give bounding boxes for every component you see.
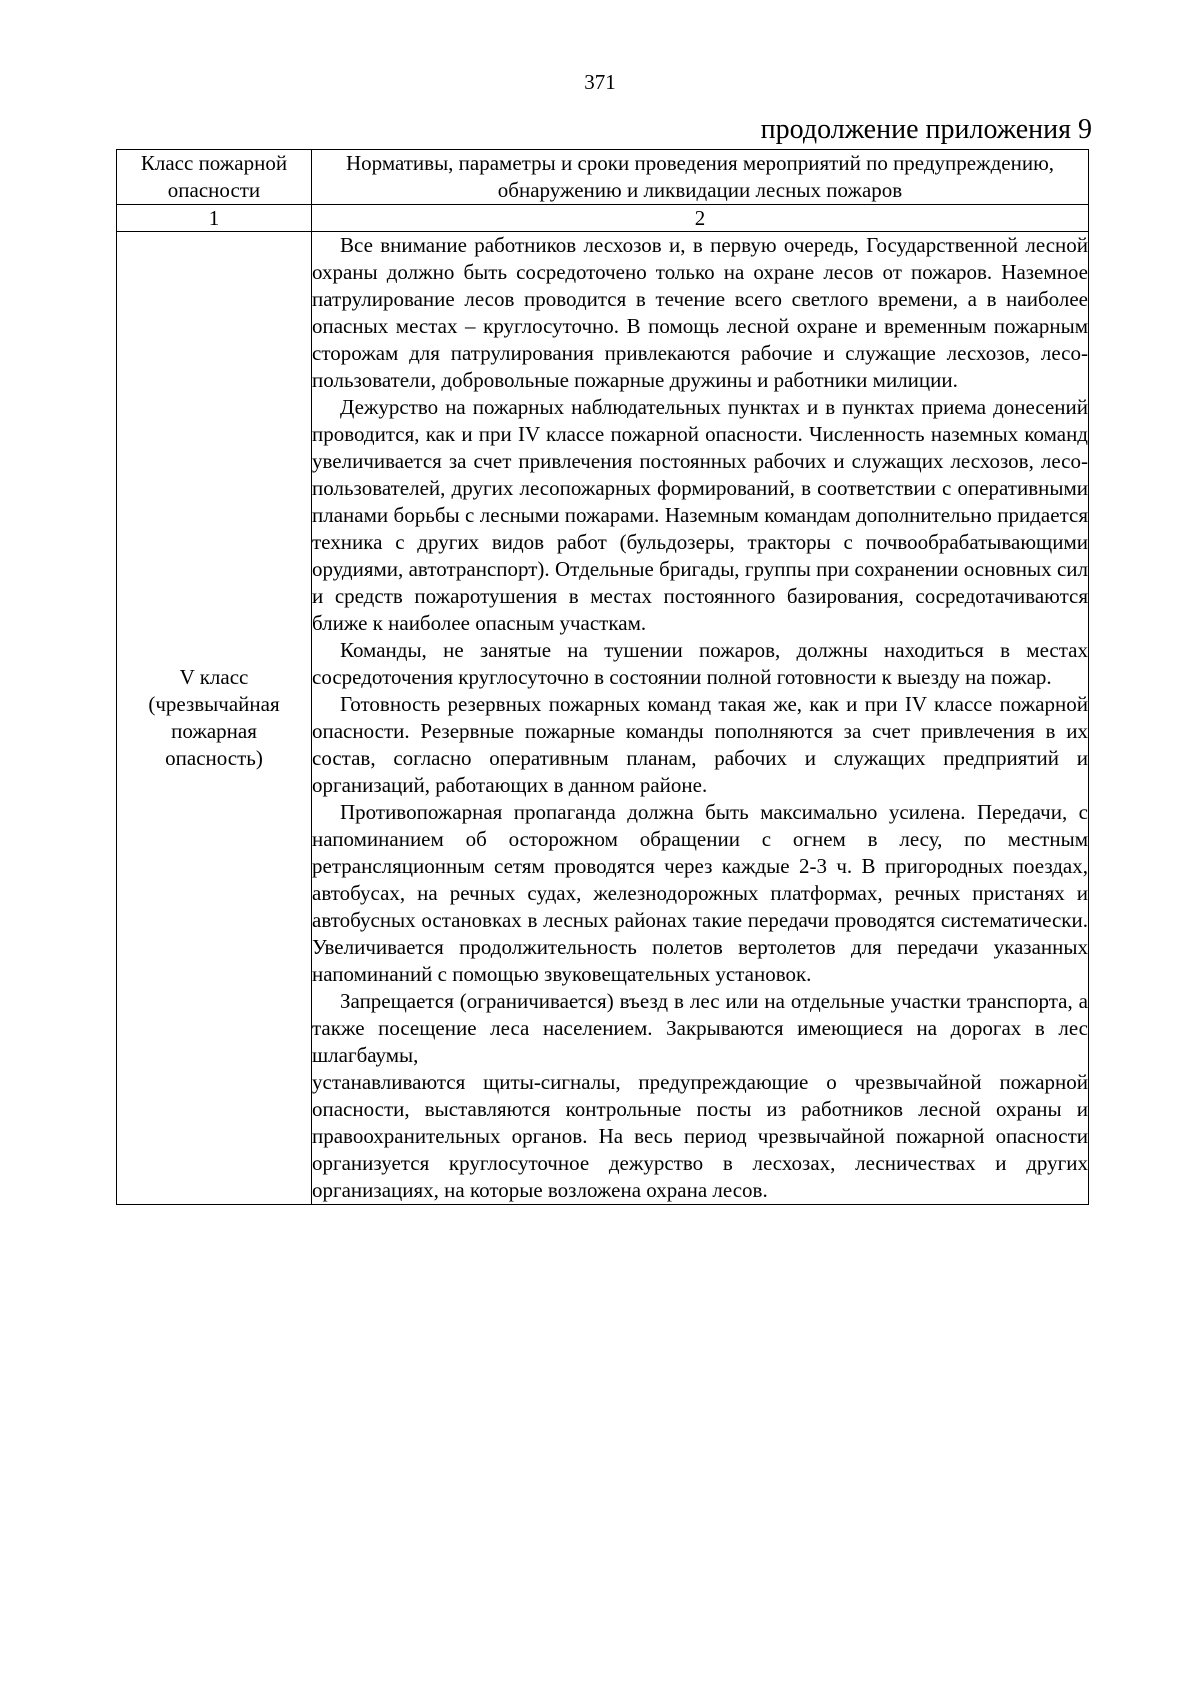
fire-class-line: (чрезвычайная xyxy=(148,692,280,716)
continuation-caption: продолжение приложения 9 xyxy=(760,114,1092,145)
fire-class-cell xyxy=(117,232,312,1205)
measures-paragraph: Команды, не занятые на тушении пожаров, должны находиться в местах сосредоточения круглосуточно в состоянии полной готовности к выезду на пожар. xyxy=(312,638,1088,689)
column-header-measures: Нормативы, параметры и сроки проведения мероприятий по предупреждению, обнаружению и ликвидации лесных пожаров xyxy=(312,150,1089,205)
fire-class-line: опасность) xyxy=(165,746,263,770)
regulation-table xyxy=(116,149,1089,1205)
measures-paragraph: Готовность резервных пожарных команд такая же, как и при IV классе пожарной опасности. Резервные пожарные команды пополняются за счет привлечения в их состав, согласно оперативным планам, рабочих и служащих предприятий и организаций, работающих в данном районе. xyxy=(312,692,1088,797)
measures-paragraph: Дежурство на пожарных наблюдательных пунктах и в пунктах приема донесений проводится, как и при IV классе пожарной опасности. Численность наземных команд увеличивается за счет привлечения постоянных рабочих и служащих лесхозов, лесопользователей, других лесопожарных формирований, в соответствии с оперативными планами борьбы с лесными пожарами. Наземным командам дополнительно придается техника с других видов работ (бульдозеры, тракторы с почвообрабатывающими орудиями, автотранспорт). Отдельные бригады, группы при сохранении основных сил и средств пожаротушения в местах постоянного базирования, сосредотачиваются ближе к наиболее опасным участкам. xyxy=(312,395,1088,635)
page-number: 371 xyxy=(584,70,616,94)
measures-paragraph: Все внимание работников лесхозов и, в первую очередь, Государственной лесной охраны должно быть сосредоточено только на охране лесов от пожаров. Наземное патрулирование лесов проводится в течение всего светлого времени, а в наиболее опасных местах – круглосуточно. В помощь лесной охране и временным пожарным сторожам для патрулирования привлекаются рабочие и служащие лесхозов, лесопользователи, добровольные пожарные дружины и работники милиции. xyxy=(312,233,1088,392)
measures-cell xyxy=(312,232,1089,1205)
measures-paragraph: Запрещается (ограничивается) въезд в лес или на отдельные участки транспорта, а также посещение леса населением. Закрываются имеющиеся на дорогах в лес шлагбаумы, xyxy=(312,989,1088,1067)
column-header-class: Класс пожарной опасности xyxy=(117,150,312,205)
fire-class-line: пожарная xyxy=(171,719,257,743)
table-header-row xyxy=(117,150,1089,205)
table-row xyxy=(117,232,1089,1205)
column-number-2: 2 xyxy=(312,205,1089,232)
column-number-1: 1 xyxy=(117,205,312,232)
measures-paragraph: устанавливаются щиты-сигналы, предупреждающие о чрезвычайной пожарной опасности, выставляются контрольные посты из работников лесной охраны и правоохранительных органов. На весь период чрезвычайной пожарной опасности организуется круглосуточное дежурство в лесхозах, лесничествах и других организациях, на которые возложена охрана лесов. xyxy=(312,1070,1088,1202)
column-number-row xyxy=(117,205,1089,232)
measures-paragraph: Противопожарная пропаганда должна быть максимально усилена. Передачи, с напоминанием об осторожном обращении с огнем в лесу, по местным ретрансляционным сетям проводятся через каждые 2-3 ч. В пригородных поездах, автобусах, на речных судах, железнодорожных платформах, речных пристанях и автобусных остановках в лесных районах такие передачи проводятся систематически. Увеличивается продолжительность полетов вертолетов для передачи указанных напоминаний с помощью звуковещательных установок. xyxy=(312,800,1088,986)
fire-class-line: V класс xyxy=(179,665,249,689)
